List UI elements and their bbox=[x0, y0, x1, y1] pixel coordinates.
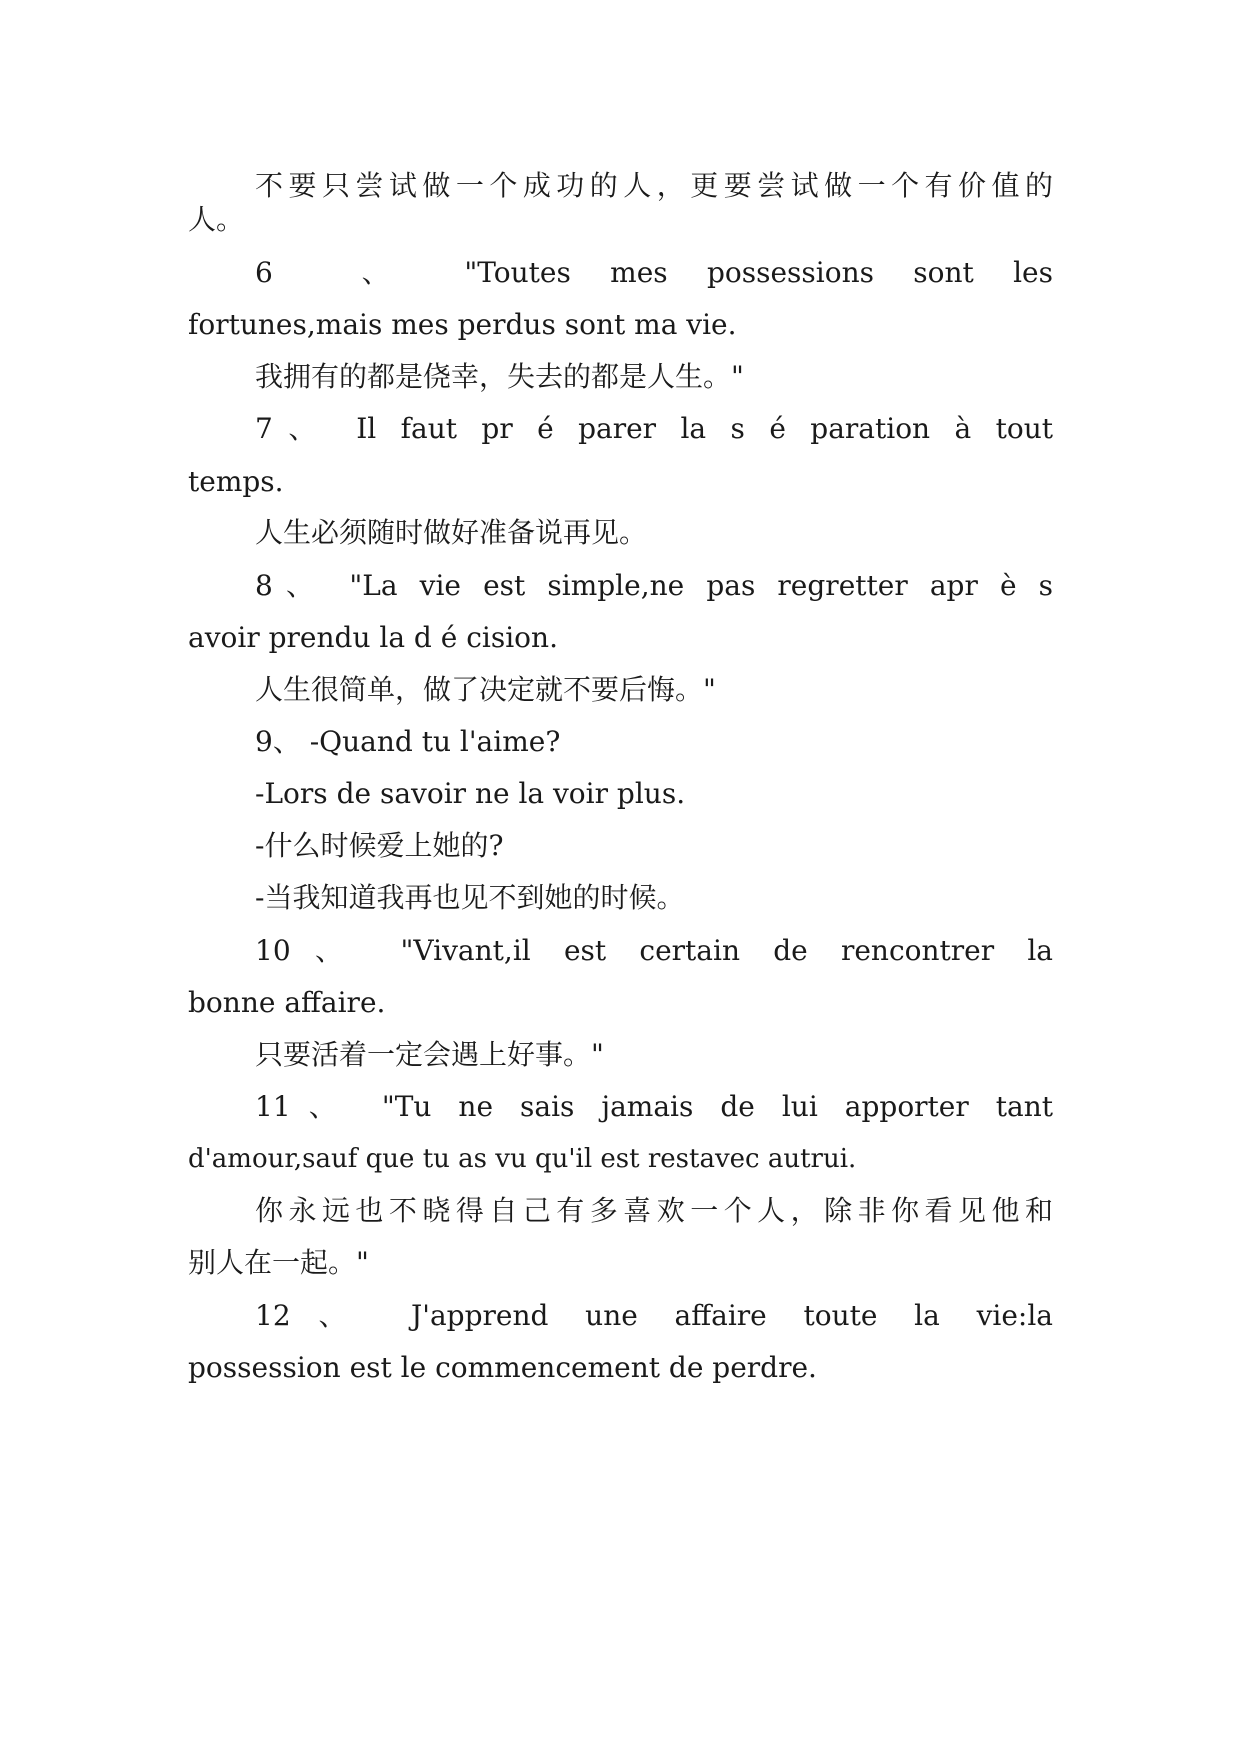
text-line: d'amour,sauf que tu as vu qu'il est restavec autrui. bbox=[188, 1144, 857, 1174]
text-line: 人生很简单，做了决定就不要后悔。" bbox=[255, 673, 716, 706]
text-line: -当我知道我再也见不到她的时候。 bbox=[255, 881, 685, 914]
text-line: 人。 bbox=[188, 203, 245, 236]
text-line: 8、 "La vie est simple,ne pas regretter apr è s bbox=[255, 569, 1053, 602]
text-line: 你永远也不晓得自己有多喜欢一个人，除非你看见他和 bbox=[255, 1194, 1053, 1227]
text-line: -Lors de savoir ne la voir plus. bbox=[255, 777, 686, 810]
text-line: 人生必须随时做好准备说再见。 bbox=[255, 516, 648, 549]
text-line: avoir prendu la d é cision. bbox=[188, 621, 558, 654]
text-line: -什么时候爱上她的? bbox=[255, 829, 504, 862]
text-line: possession est le commencement de perdre. bbox=[188, 1351, 817, 1384]
text-line: 我拥有的都是侥幸，失去的都是人生。" bbox=[255, 360, 744, 393]
text-line: 12、 J'apprend une affaire toute la vie:la bbox=[255, 1299, 1053, 1332]
text-line: 10、 "Vivant,il est certain de rencontrer la bbox=[255, 934, 1053, 967]
text-line: 别人在一起。" bbox=[188, 1246, 369, 1279]
text-line: 7、 Il faut pr é parer la s é paration à tout bbox=[255, 412, 1053, 445]
text-line: 6 、 "Toutes mes possessions sont les bbox=[255, 256, 1053, 289]
text-line: 不要只尝试做一个成功的人，更要尝试做一个有价值的 bbox=[255, 169, 1053, 202]
text-line: 11、 "Tu ne sais jamais de lui apporter tant bbox=[255, 1090, 1053, 1123]
text-line: 9、 -Quand tu l'aime? bbox=[255, 725, 561, 758]
text-line: fortunes,mais mes perdus sont ma vie. bbox=[188, 308, 737, 341]
text-line: temps. bbox=[188, 465, 284, 498]
text-line: bonne affaire. bbox=[188, 986, 386, 1019]
text-line: 只要活着一定会遇上好事。" bbox=[255, 1038, 604, 1071]
